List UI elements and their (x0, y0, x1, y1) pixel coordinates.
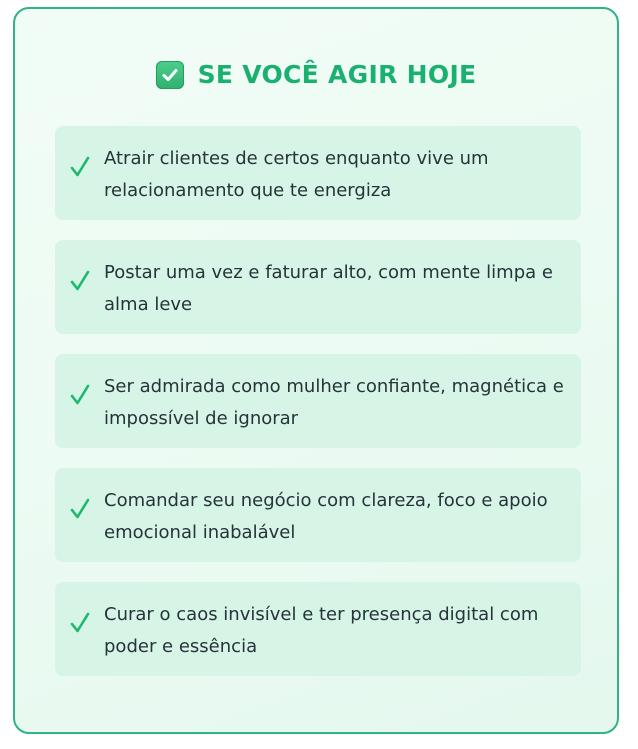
list-item-text: Curar o caos invisível e ter presença digital com poder e essência (104, 604, 539, 657)
check-mark-icon (67, 495, 93, 523)
list-item-text: Comandar seu negócio com clareza, foco e apoio emocional inabalável (104, 490, 548, 543)
card-title: SE VOCÊ AGIR HOJE (197, 60, 477, 89)
card-heading (15, 59, 617, 91)
list-item (55, 126, 581, 220)
list-item-text: Postar uma vez e faturar alto, com mente limpa e alma leve (104, 262, 553, 315)
check-mark-icon (67, 153, 93, 181)
check-mark-icon (67, 609, 93, 637)
list-item (55, 468, 581, 562)
list-item-text: Atrair clientes de certos enquanto vive um relacionamento que te energiza (104, 148, 489, 201)
check-mark-icon (67, 381, 93, 409)
check-mark-icon (67, 267, 93, 295)
check-box-icon (156, 61, 184, 89)
benefits-list (55, 126, 581, 696)
list-item (55, 582, 581, 676)
list-item (55, 240, 581, 334)
benefits-card (13, 7, 619, 734)
list-item-text: Ser admirada como mulher confiante, magnética e impossível de ignorar (104, 376, 564, 429)
list-item (55, 354, 581, 448)
